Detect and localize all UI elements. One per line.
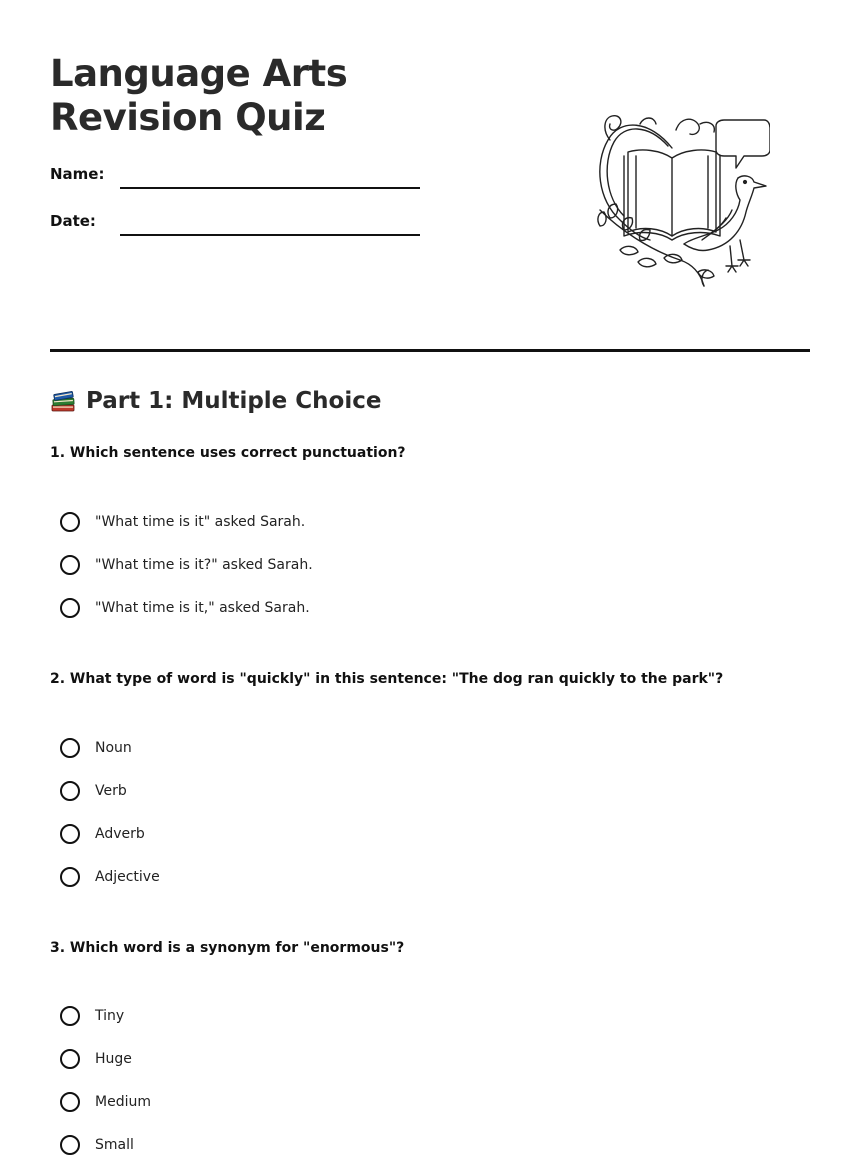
option-label: Noun — [95, 740, 132, 756]
radio-button[interactable] — [60, 867, 80, 887]
name-blank-line[interactable] — [120, 187, 420, 189]
books-icon — [50, 388, 76, 414]
question-3: 3. Which word is a synonym for "enormous"? — [50, 940, 405, 956]
q1-option-1[interactable] — [60, 508, 305, 536]
q3-option-3[interactable] — [60, 1088, 151, 1116]
option-label: "What time is it," asked Sarah. — [95, 600, 310, 616]
option-label: Verb — [95, 783, 127, 799]
option-label: Tiny — [95, 1008, 125, 1024]
radio-button[interactable] — [60, 738, 80, 758]
q2-option-3[interactable] — [60, 820, 145, 848]
option-label: "What time is it?" asked Sarah. — [95, 557, 313, 573]
section-title-text: Part 1: Multiple Choice — [86, 388, 382, 414]
name-label: Name: — [50, 165, 105, 183]
q2-option-4[interactable] — [60, 863, 160, 891]
q2-option-2[interactable] — [60, 777, 127, 805]
question-2: 2. What type of word is "quickly" in this sentence: "The dog ran quickly to the park"? — [50, 671, 724, 687]
name-field — [50, 163, 420, 187]
section-divider — [50, 349, 810, 352]
radio-button[interactable] — [60, 824, 80, 844]
book-bird-illustration — [580, 100, 770, 300]
quiz-page — [50, 0, 810, 1153]
section-title-part1 — [50, 388, 381, 414]
option-label: Small — [95, 1137, 134, 1153]
radio-button[interactable] — [60, 598, 80, 618]
option-label: Adjective — [95, 869, 160, 885]
date-label: Date: — [50, 212, 96, 230]
option-label: "What time is it" asked Sarah. — [95, 514, 306, 530]
radio-button[interactable] — [60, 781, 80, 801]
page-title: Language Arts Revision Quiz — [50, 52, 348, 139]
date-field — [50, 210, 420, 234]
radio-button[interactable] — [60, 512, 80, 532]
q1-option-2[interactable] — [60, 551, 313, 579]
q2-option-1[interactable] — [60, 734, 132, 762]
option-label: Medium — [95, 1094, 151, 1110]
q3-option-2[interactable] — [60, 1045, 132, 1073]
question-1: 1. Which sentence uses correct punctuation? — [50, 445, 406, 461]
option-label: Adverb — [95, 826, 145, 842]
radio-button[interactable] — [60, 555, 80, 575]
q1-option-3[interactable] — [60, 594, 310, 622]
radio-button[interactable] — [60, 1135, 80, 1155]
radio-button[interactable] — [60, 1006, 80, 1026]
q3-option-4[interactable] — [60, 1131, 134, 1159]
radio-button[interactable] — [60, 1049, 80, 1069]
option-label: Huge — [95, 1051, 132, 1067]
q3-option-1[interactable] — [60, 1002, 124, 1030]
radio-button[interactable] — [60, 1092, 80, 1112]
quiz-header — [50, 0, 810, 352]
date-blank-line[interactable] — [120, 234, 420, 236]
